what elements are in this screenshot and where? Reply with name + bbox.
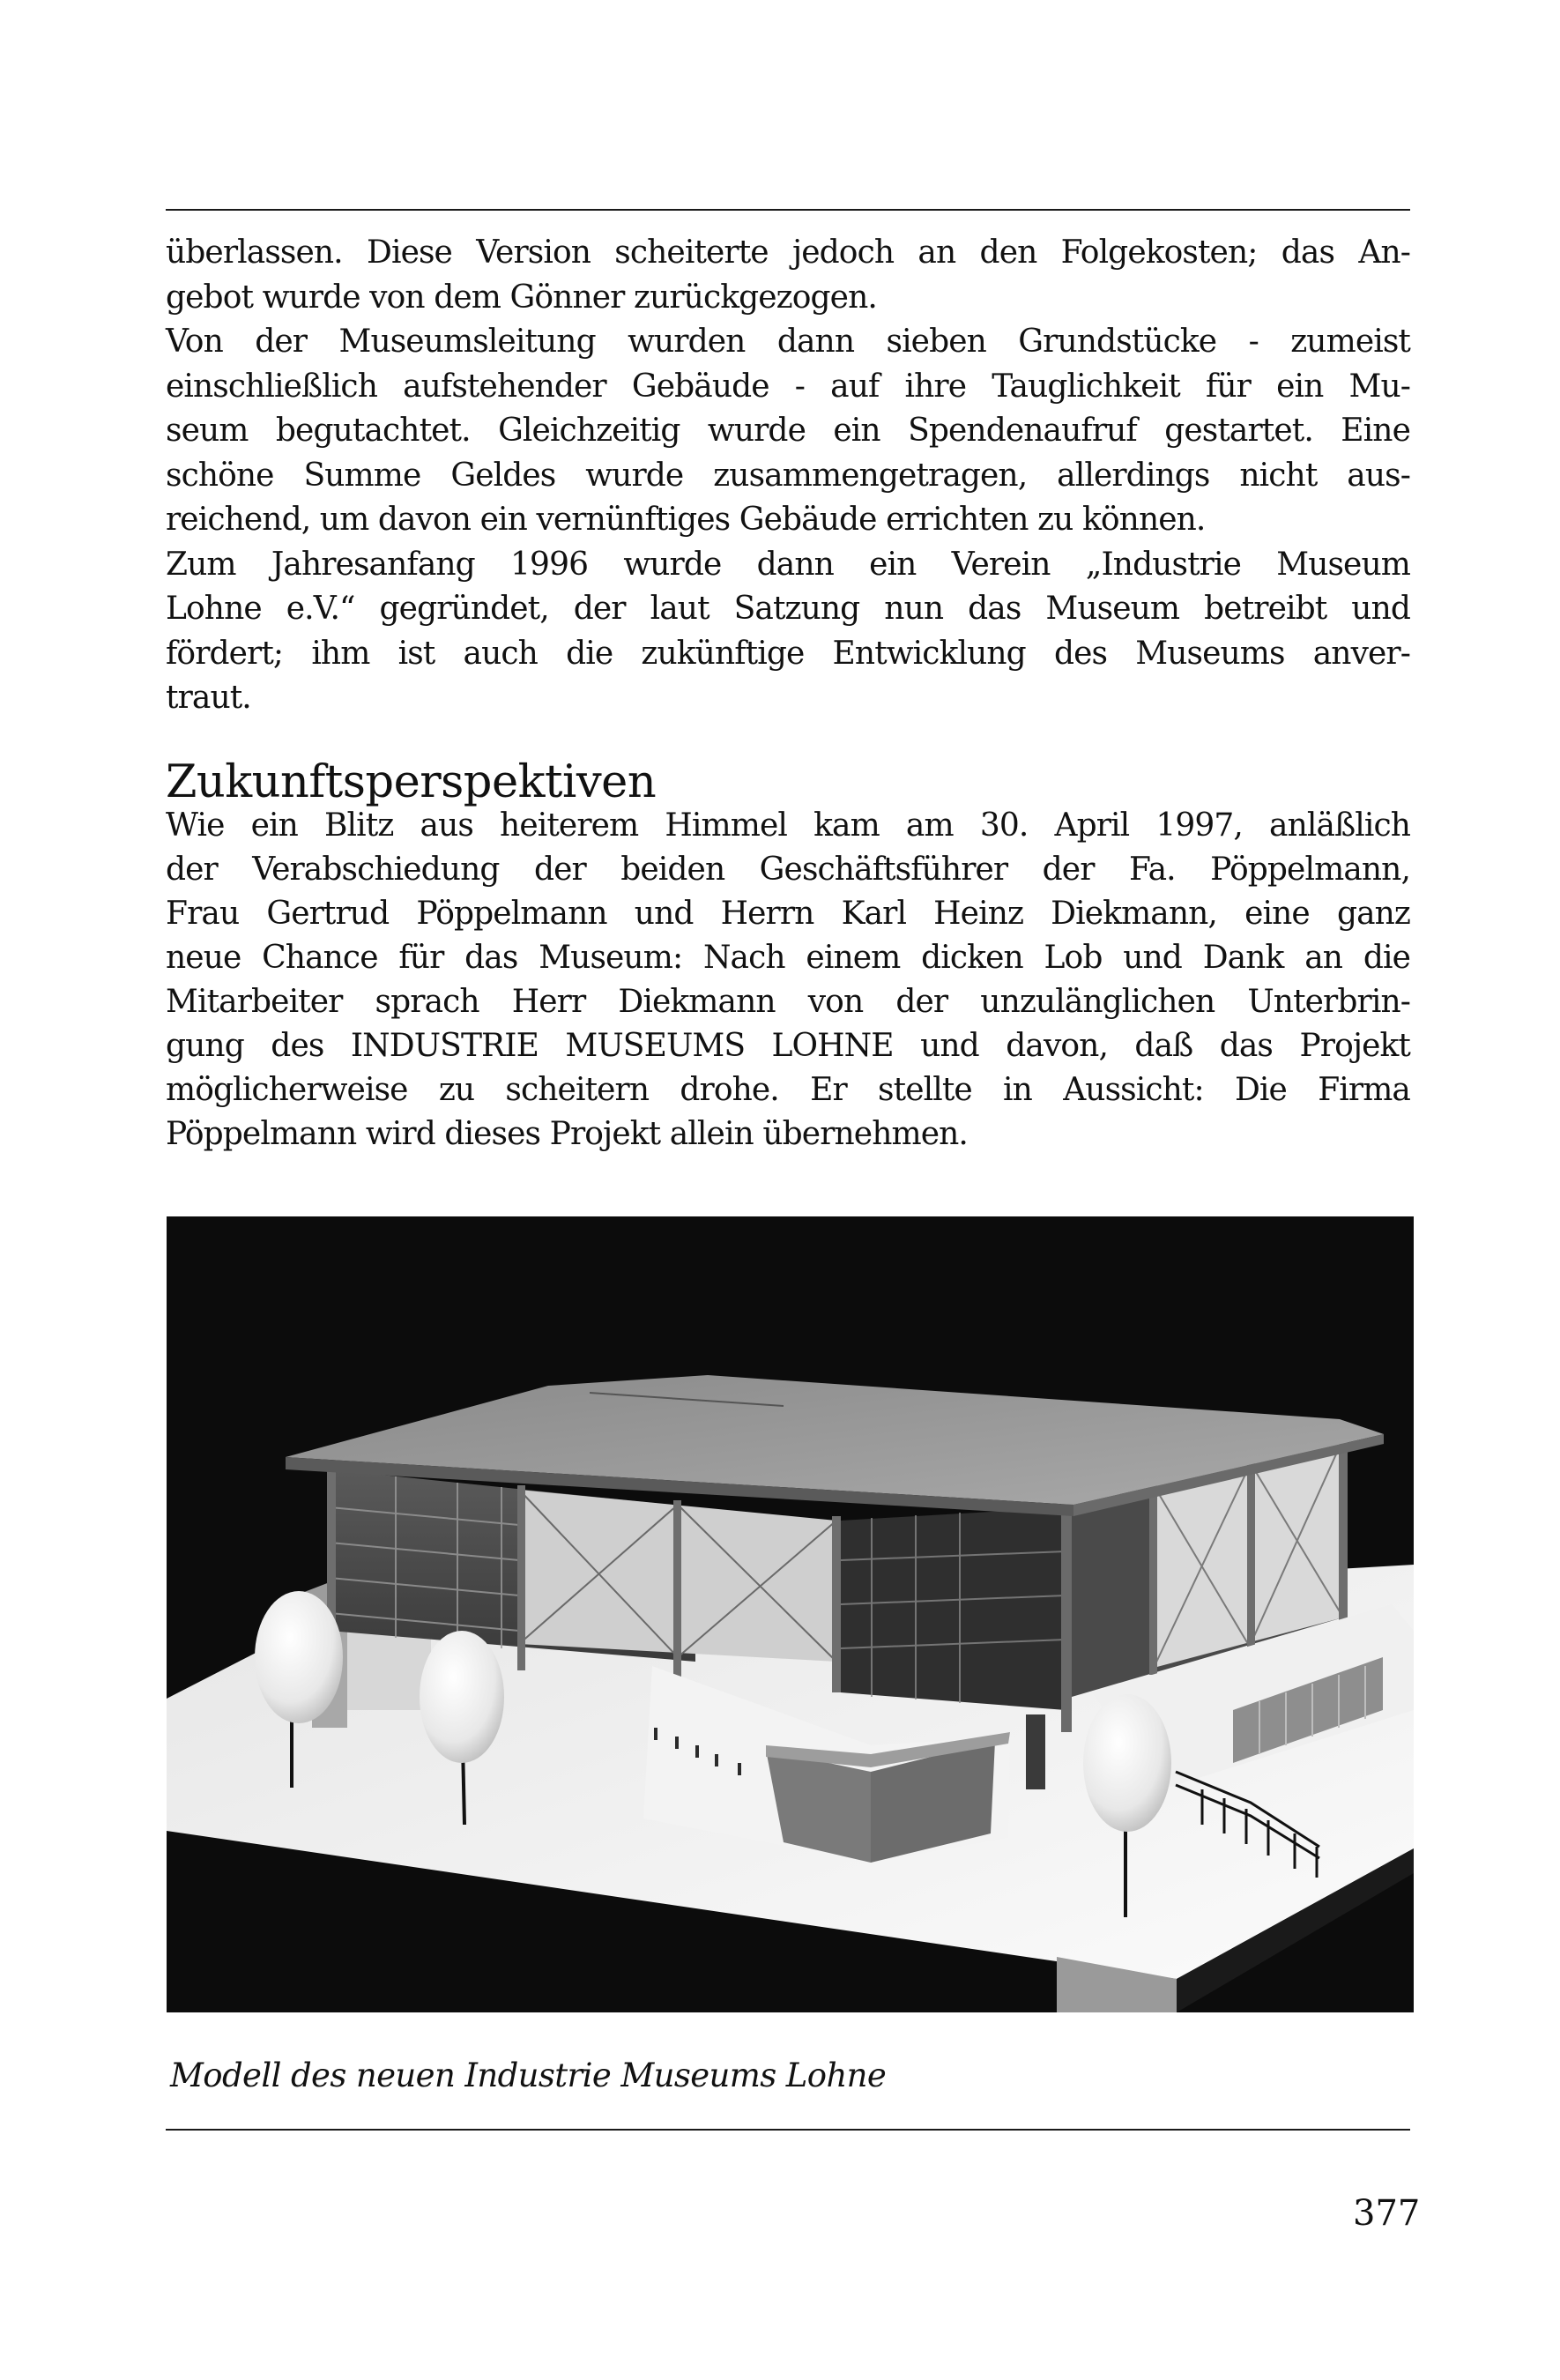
text-line: Mitarbeiter sprach Herr Diekmann von der unzulänglichen Unterbrin-	[166, 984, 1410, 1020]
figure-caption: Modell des neuen Industrie Museums Lohne	[170, 2056, 887, 2094]
text-line: Wie ein Blitz aus heiterem Himmel kam am 30. April 1997, anläßlich	[166, 807, 1410, 844]
text-line: gebot wurde von dem Gönner zurückgezogen.	[166, 279, 877, 316]
page-number: 377	[1353, 2193, 1421, 2234]
text-line: Pöppelmann wird dieses Projekt allein übernehmen.	[166, 1116, 968, 1152]
text-line: fördert; ihm ist auch die zukünftige Entwicklung des Museums anver-	[166, 636, 1410, 672]
text-line: reichend, um davon ein vernünftiges Gebäude errichten zu können.	[166, 502, 1206, 538]
text-line: einschließlich aufstehender Gebäude - auf ihre Tauglichkeit für ein Mu-	[166, 368, 1410, 405]
text-line: überlassen. Diese Version scheiterte jedoch an den Folgekosten; das An-	[166, 234, 1410, 271]
museum-model-photo	[167, 1216, 1414, 2012]
section-heading: Zukunftsperspektiven	[166, 756, 657, 808]
text-line: möglicherweise zu scheitern drohe. Er stellte in Aussicht: Die Firma	[166, 1072, 1410, 1108]
text-line: Von der Museumsleitung wurden dann sieben Grundstücke - zumeist	[166, 324, 1410, 360]
text-line: Zum Jahresanfang 1996 wurde dann ein Verein „Industrie Museum	[166, 547, 1410, 583]
text-line: seum begutachtet. Gleichzeitig wurde ein Spendenaufruf gestartet. Eine	[166, 413, 1410, 449]
text-line: der Verabschiedung der beiden Geschäftsführer der Fa. Pöppelmann,	[166, 852, 1410, 888]
text-line: traut.	[166, 680, 251, 716]
text-line: Frau Gertrud Pöppelmann und Herrn Karl Heinz Diekmann, eine ganz	[166, 896, 1410, 932]
text-line: schöne Summe Geldes wurde zusammengetragen, allerdings nicht aus-	[166, 457, 1410, 494]
text-line: Lohne e.V.“ gegründet, der laut Satzung nun das Museum betreibt und	[166, 591, 1410, 627]
text-line: neue Chance für das Museum: Nach einem dicken Lob und Dank an die	[166, 940, 1410, 976]
text-line: gung des INDUSTRIE MUSEUMS LOHNE und davon, daß das Projekt	[166, 1028, 1410, 1064]
top-rule	[166, 209, 1410, 211]
building-model-illustration	[167, 1216, 1414, 2012]
bottom-rule	[166, 2129, 1410, 2131]
